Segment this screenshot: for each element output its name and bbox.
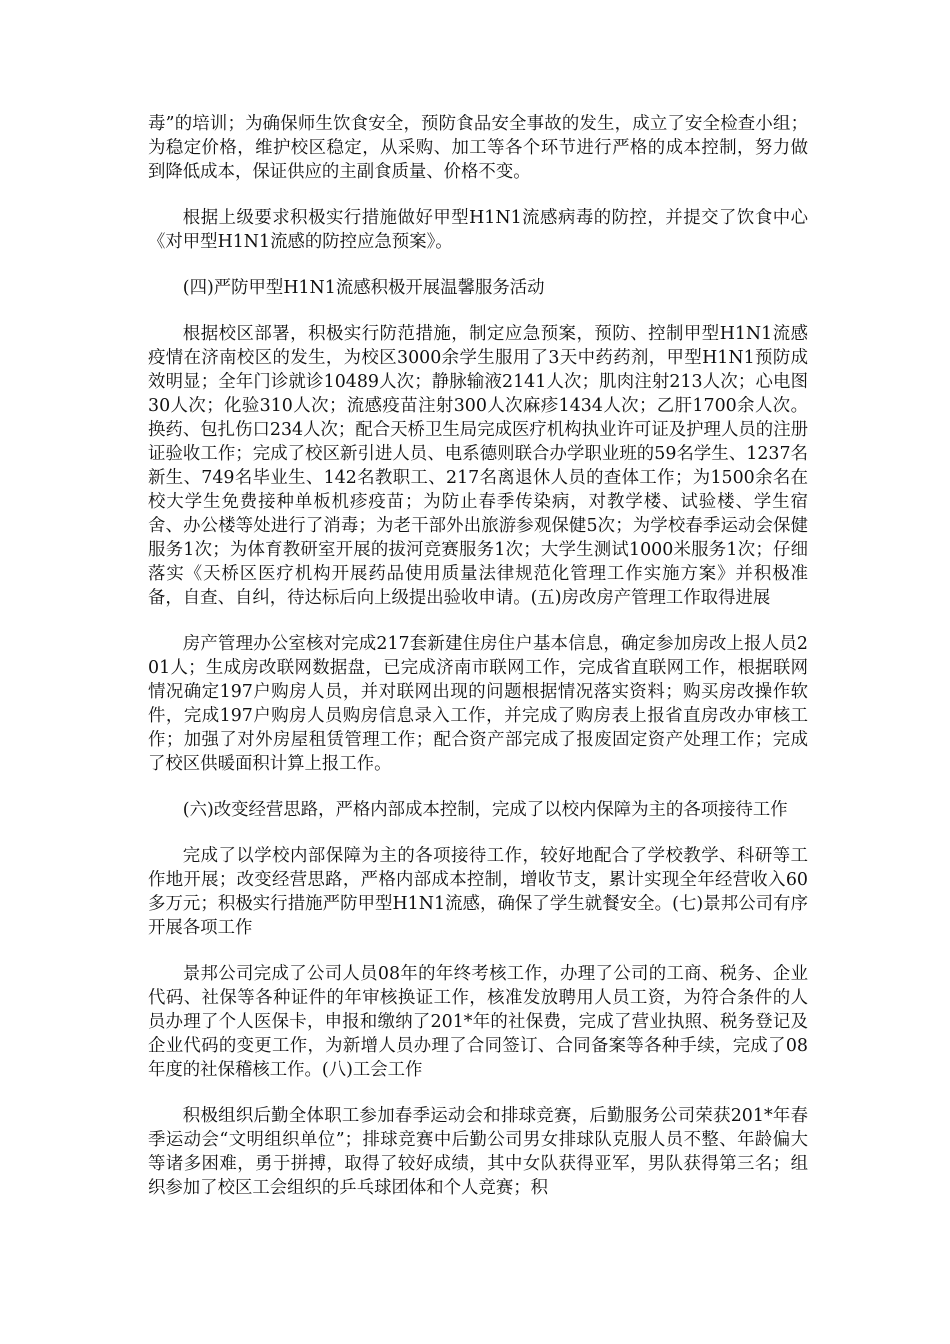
paragraph-housing-management: 房产管理办公室核对完成217套新建住房住户基本信息，确定参加房改上报人员201人；生成房改联网数据盘，已完成济南市联网工作，完成省直联网工作，根据联网情况确定197户购房人员，并对联网出现的问题根据情况落实资料；购买房改操作软件，完成197户购房人员购房信息录入工作，并完成了购房表上报省直房改办审核工作；加强了对外房屋租赁管理工作；配合资产部完成了报废固定资产处理工作；完成了校区供暖面积计算上报工作。 (148, 634, 808, 774)
paragraph-jingbang-company: 景邦公司完成了公司人员08年的年终考核工作，办理了公司的工商、税务、企业代码、社保等各种证件的年审核换证工作，核准发放聘用人员工资，为符合条件的人员办理了个人医保卡，申报和缴纳了201*年的社保费，完成了营业执照、税务登记及企业代码的变更工作，为新增人员办理了合同签订、合同备案等各种手续，完成了08年度的社保稽核工作。(八)工会工作 (148, 964, 808, 1080)
paragraph-union-work: 积极组织后勤全体职工参加春季运动会和排球竞赛，后勤服务公司荣获201*年春季运动会“文明组织单位”；排球竞赛中后勤公司男女排球队克服人员不整、年龄偏大等诸多困难，勇于拼搏，取得了较好成绩，其中女队获得亚军，男队获得第三名；组织参加了校区工会组织的乒乓球团体和个人竞赛；积 (148, 1106, 808, 1198)
paragraph-reception-work: 完成了以学校内部保障为主的各项接待工作，较好地配合了学校教学、科研等工作地开展；改变经营思路，严格内部成本控制，增收节支，累计实现全年经营收入60多万元；积极实行措施严防甲型H1N1流感，确保了学生就餐安全。(七)景邦公司有序开展各项工作 (148, 846, 808, 938)
paragraph-continued: 毒”的培训；为确保师生饮食安全，预防食品安全事故的发生，成立了安全检查小组；为稳定价格，维护校区稳定，从采购、加工等各个环节进行严格的成本控制，努力做到降低成本，保证供应的主副食质量、价格不变。 (148, 114, 808, 182)
paragraph-h1n1-prevention: 根据上级要求积极实行措施做好甲型H1N1流感病毒的防控，并提交了饮食中心《对甲型H1N1流感的防控应急预案》。 (148, 208, 808, 252)
section-heading-6: (六)改变经营思路，严格内部成本控制，完成了以校内保障为主的各项接待工作 (182, 800, 788, 820)
section-heading-4: (四)严防甲型H1N1流感积极开展温馨服务活动 (182, 278, 545, 298)
document-body (148, 112, 808, 1222)
paragraph-medical-services: 根据校区部署，积极实行防范措施，制定应急预案，预防、控制甲型H1N1流感疫情在济南校区的发生，为校区3000余学生服用了3天中药药剂，甲型H1N1预防成效明显；全年门诊就诊10489人次；静脉输液2141人次；肌肉注射213人次；心电图30人次；化验310人次；流感疫苗注射300人次麻疹1434人次；乙肝1700余人次。换药、包扎伤口234人次；配合天桥卫生局完成医疗机构执业许可证及护理人员的注册证验收工作；完成了校区新引进人员、电系德则联合办学职业班的59名学生、1237名新生、749名毕业生、142名教职工、217名离退休人员的查体工作；为1500余名在校大学生免费接种单板机疹疫苗；为防止春季传染病，对教学楼、试验楼、学生宿舍、办公楼等处进行了消毒；为老干部外出旅游参观保健5次；为学校春季运动会保健服务1次；为体育教研室开展的拔河竞赛服务1次；大学生测试1000米服务1次；仔细落实《天桥区医疗机构开展药品使用质量法律规范化管理工作实施方案》并积极准备，自查、自纠，待达标后向上级提出验收申请。(五)房改房产管理工作取得进展 (148, 324, 808, 608)
